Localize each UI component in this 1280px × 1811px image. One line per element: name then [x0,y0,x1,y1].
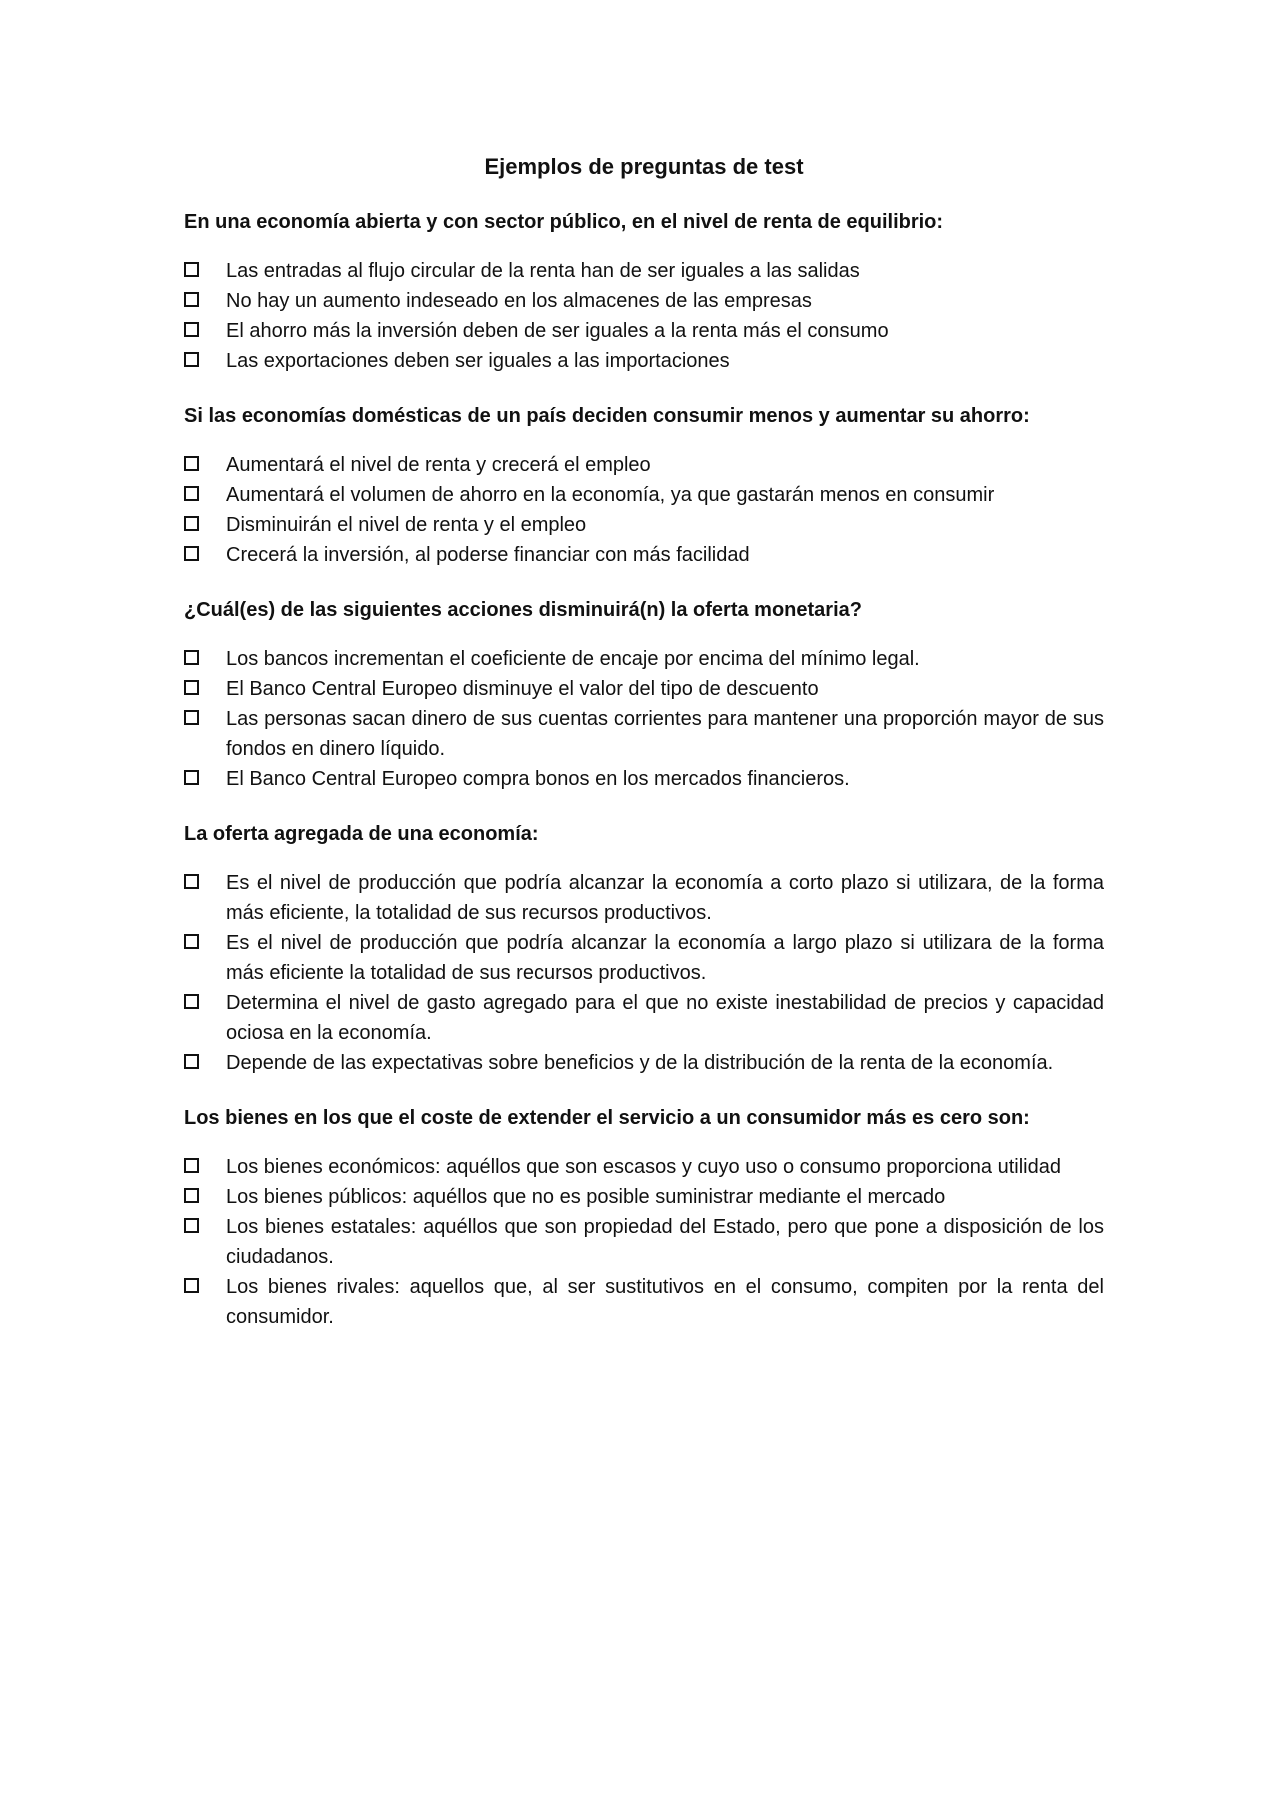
option-item [184,286,1104,316]
option-list [184,256,1104,376]
option-text: No hay un aumento indeseado en los almacenes de las empresas [226,290,812,312]
question-text: Los bienes en los que el coste de extender el servicio a un consumidor más es cero son: [184,1107,1030,1129]
option-list [184,450,1104,570]
option-item [184,928,1104,988]
checkbox-icon[interactable] [184,292,199,307]
option-item [184,704,1104,764]
option-text: El ahorro más la inversión deben de ser iguales a la renta más el consumo [226,320,889,342]
option-text: Determina el nivel de gasto agregado para el que no existe inestabilidad de precios y capacidad ociosa en la economía. [226,992,1104,1044]
option-item [184,346,1104,376]
option-item [184,316,1104,346]
checkbox-icon[interactable] [184,516,199,531]
option-text: El Banco Central Europeo disminuye el valor del tipo de descuento [226,678,819,700]
option-text: Aumentará el volumen de ahorro en la economía, ya que gastarán menos en consumir [226,484,995,506]
option-text: Los bienes rivales: aquellos que, al ser sustitutivos en el consumo, compiten por la renta del consumidor. [226,1276,1104,1328]
option-list [184,644,1104,794]
option-item [184,988,1104,1048]
option-item [184,1152,1104,1182]
option-text: Es el nivel de producción que podría alcanzar la economía a largo plazo si utilizara de la forma más eficiente la totalidad de sus recursos productivos. [226,932,1104,984]
checkbox-icon[interactable] [184,680,199,695]
checkbox-icon[interactable] [184,1054,199,1069]
option-list [184,1152,1104,1332]
checkbox-icon[interactable] [184,770,199,785]
option-list [184,868,1104,1078]
question-text: En una economía abierta y con sector público, en el nivel de renta de equilibrio: [184,211,944,233]
checkbox-icon[interactable] [184,874,199,889]
question-text: La oferta agregada de una economía: [184,823,539,845]
checkbox-icon[interactable] [184,546,199,561]
checkbox-icon[interactable] [184,322,199,337]
option-text: El Banco Central Europeo compra bonos en los mercados financieros. [226,768,850,790]
option-text: Los bienes públicos: aquéllos que no es posible suministrar mediante el mercado [226,1186,946,1208]
checkbox-icon[interactable] [184,934,199,949]
document-page [184,150,1104,1358]
option-item [184,674,1104,704]
option-text: Disminuirán el nivel de renta y el empleo [226,514,587,536]
checkbox-icon[interactable] [184,262,199,277]
option-text: Las exportaciones deben ser iguales a las importaciones [226,350,730,372]
option-item [184,868,1104,928]
checkbox-icon[interactable] [184,1188,199,1203]
checkbox-icon[interactable] [184,1218,199,1233]
question-block [184,596,1104,794]
option-text: Los bienes económicos: aquéllos que son escasos y cuyo uso o consumo proporciona utilidad [226,1156,1061,1178]
option-item [184,480,1104,510]
option-item [184,1048,1104,1078]
checkbox-icon[interactable] [184,994,199,1009]
question-block [184,208,1104,376]
question-block [184,402,1104,570]
document-title: Ejemplos de preguntas de test [484,154,804,179]
option-item [184,510,1104,540]
option-item [184,540,1104,570]
checkbox-icon[interactable] [184,710,199,725]
checkbox-icon[interactable] [184,650,199,665]
option-item [184,1212,1104,1272]
option-item [184,256,1104,286]
question-text: Si las economías domésticas de un país deciden consumir menos y aumentar su ahorro: [184,405,1030,427]
option-text: Las entradas al flujo circular de la renta han de ser iguales a las salidas [226,260,860,282]
checkbox-icon[interactable] [184,1278,199,1293]
option-item [184,450,1104,480]
checkbox-icon[interactable] [184,456,199,471]
checkbox-icon[interactable] [184,486,199,501]
option-text: Aumentará el nivel de renta y crecerá el empleo [226,454,651,476]
checkbox-icon[interactable] [184,1158,199,1173]
question-block [184,820,1104,1078]
option-item [184,644,1104,674]
question-text: ¿Cuál(es) de las siguientes acciones disminuirá(n) la oferta monetaria? [184,599,862,621]
option-item [184,1272,1104,1332]
option-text: Los bancos incrementan el coeficiente de encaje por encima del mínimo legal. [226,648,920,670]
checkbox-icon[interactable] [184,352,199,367]
question-block [184,1104,1104,1332]
option-text: Los bienes estatales: aquéllos que son propiedad del Estado, pero que pone a disposición de los ciudadanos. [226,1216,1104,1268]
option-item [184,764,1104,794]
option-item [184,1182,1104,1212]
option-text: Crecerá la inversión, al poderse financiar con más facilidad [226,544,750,566]
option-text: Depende de las expectativas sobre beneficios y de la distribución de la renta de la economía. [226,1052,1054,1074]
option-text: Es el nivel de producción que podría alcanzar la economía a corto plazo si utilizara, de la forma más eficiente, la totalidad de sus recursos productivos. [226,872,1104,924]
option-text: Las personas sacan dinero de sus cuentas corrientes para mantener una proporción mayor de sus fondos en dinero líquido. [226,708,1104,760]
